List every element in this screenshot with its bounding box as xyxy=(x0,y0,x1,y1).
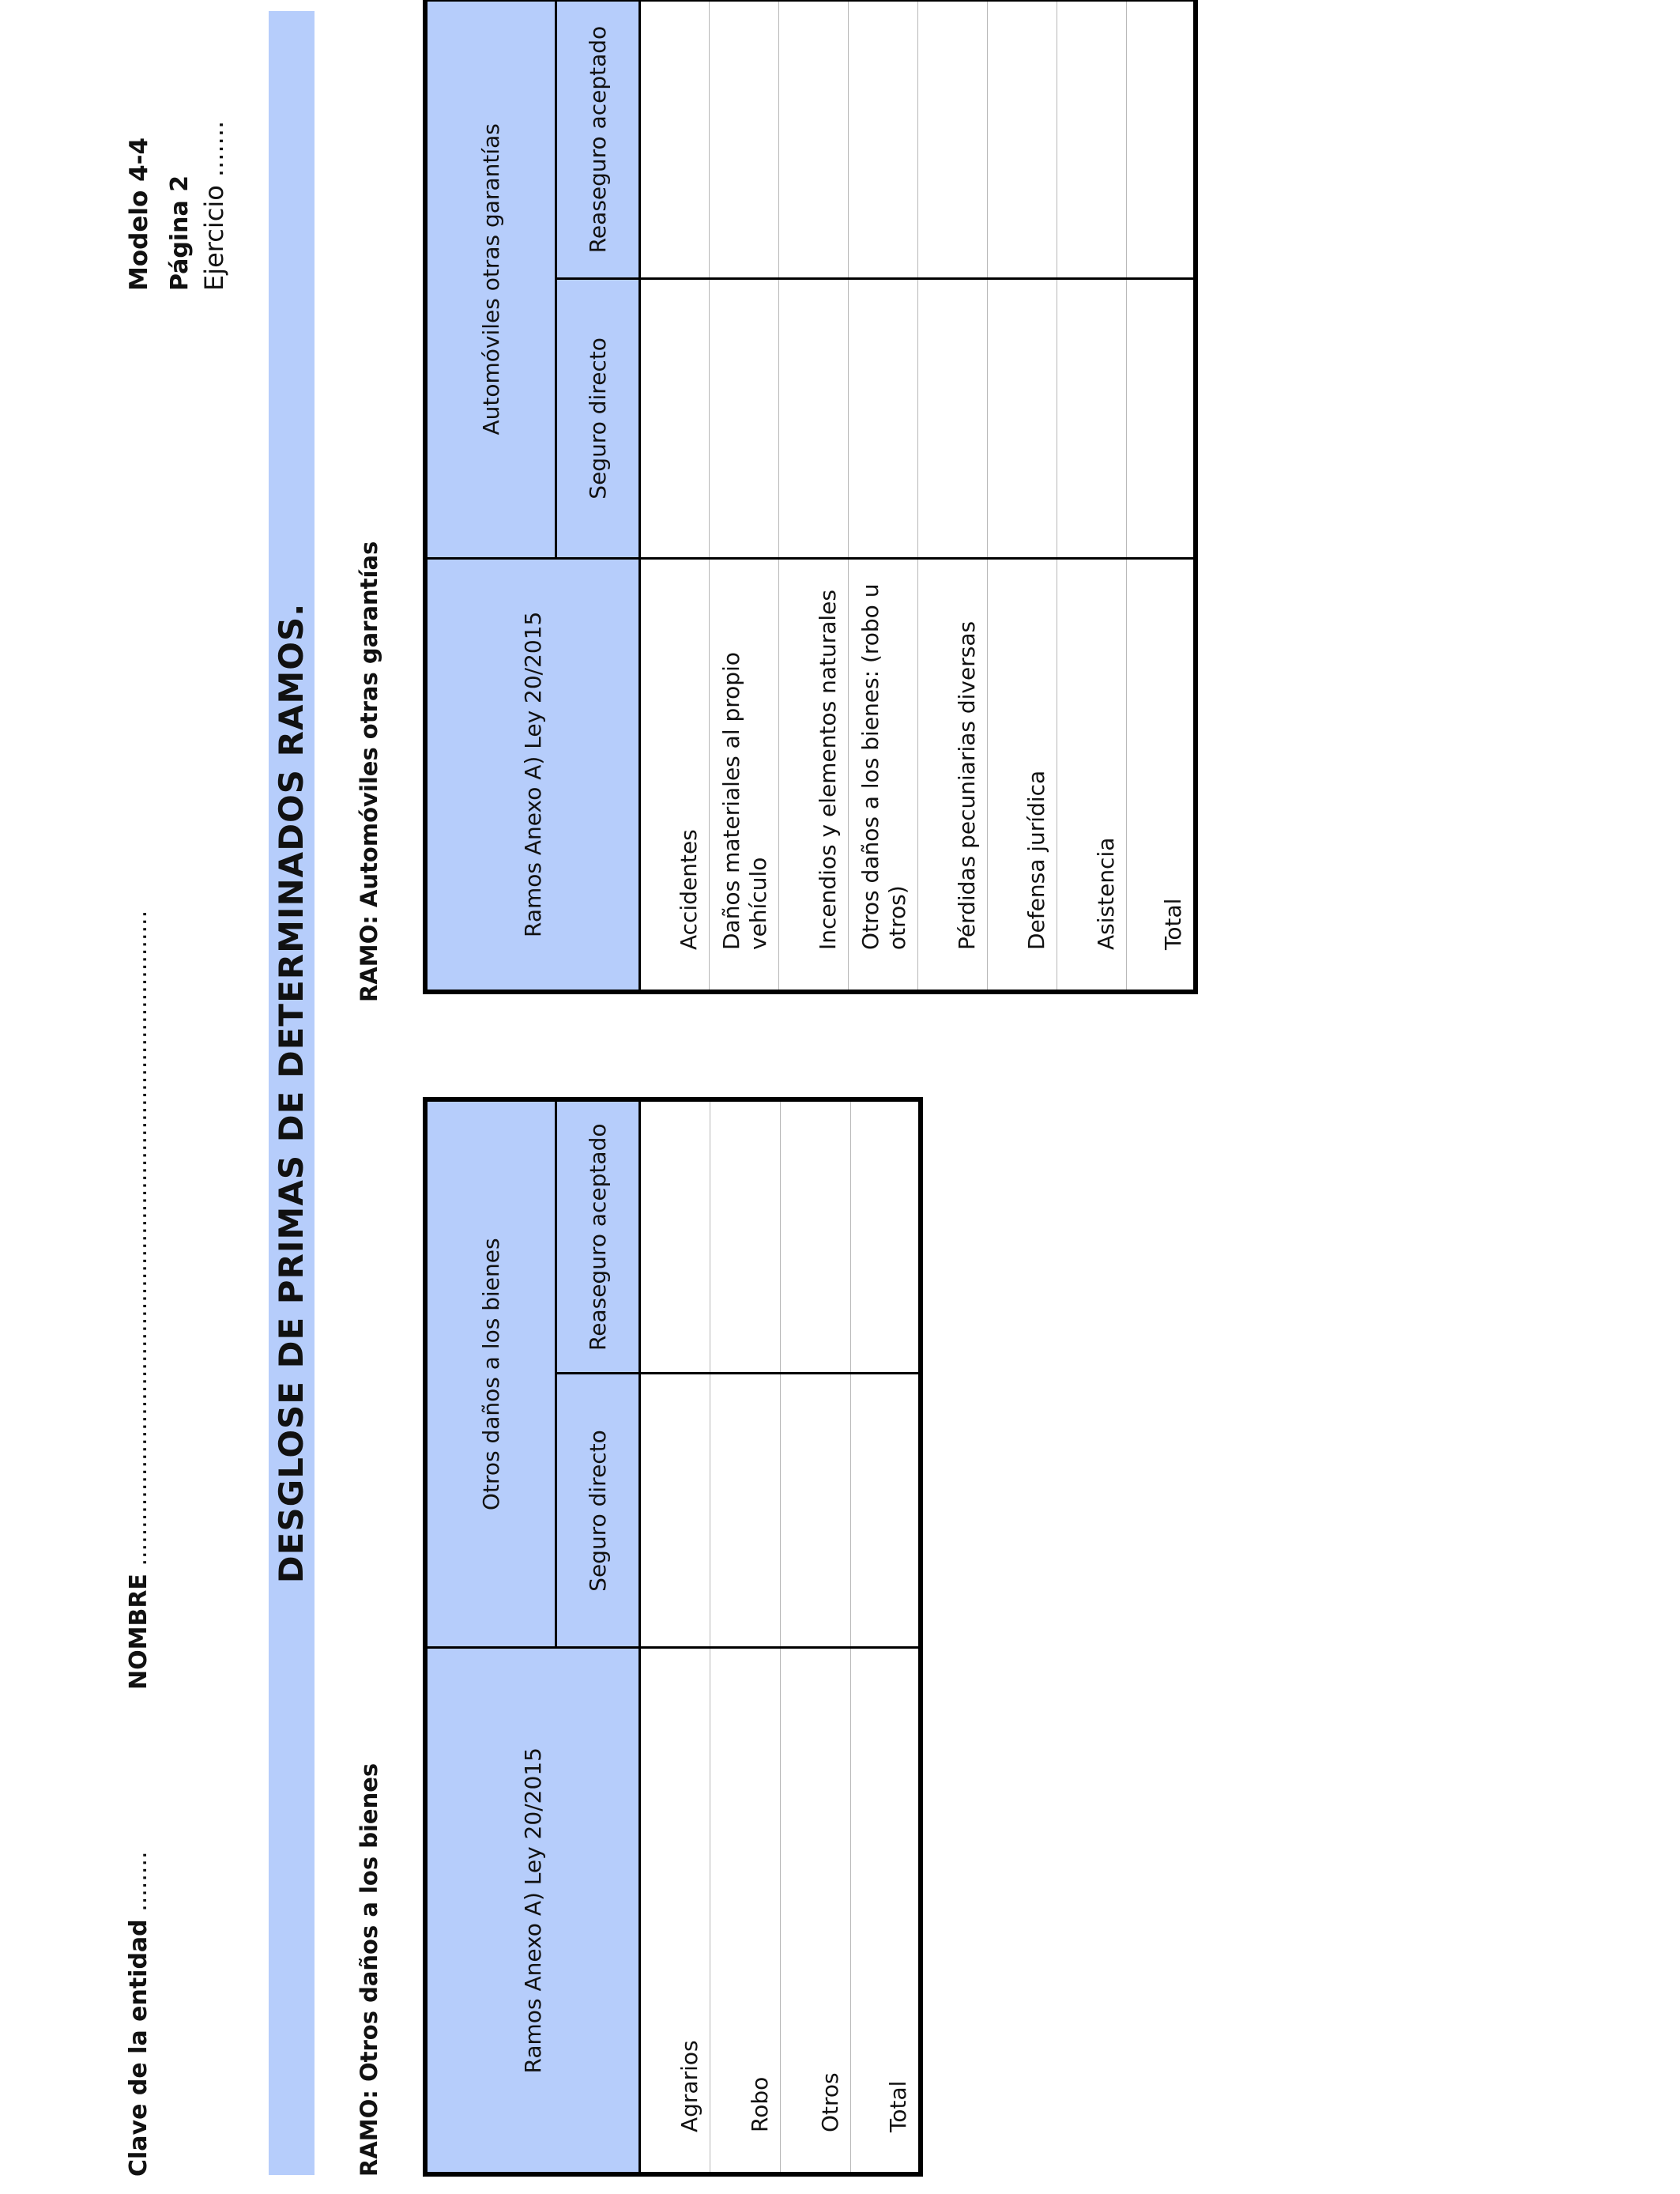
t1-cell-seguro-directo[interactable] xyxy=(710,1374,780,1648)
t2-row-label: Asistencia xyxy=(1057,558,1126,992)
t1-cell-reaseguro-aceptado[interactable] xyxy=(710,1099,780,1374)
t2-row-label: Accidentes xyxy=(639,558,709,992)
t2-cell-seguro-directo[interactable] xyxy=(778,279,848,559)
t2-group-header: Automóviles otras garantías xyxy=(425,0,556,558)
t1-row-label: Total xyxy=(850,1648,921,2174)
t2-cell-reaseguro-aceptado[interactable] xyxy=(917,0,987,279)
table-automoviles xyxy=(423,0,1198,994)
t1-row-label: Robo xyxy=(710,1648,780,2174)
t2-cell-reaseguro-aceptado[interactable] xyxy=(778,0,848,279)
modelo-label: Modelo 4-4 xyxy=(125,137,153,291)
page-title: DESGLOSE DE PRIMAS DE DETERMINADOS RAMOS. xyxy=(272,602,311,1584)
ramo-automoviles-label: RAMO: Automóviles otras garantías xyxy=(356,541,382,1002)
t2-row-label: Total xyxy=(1126,558,1196,992)
t1-cell-reaseguro-aceptado[interactable] xyxy=(780,1099,850,1374)
clave-label: Clave de la entidad xyxy=(125,1919,153,2177)
t1-row-label: Agrarios xyxy=(639,1648,710,2174)
clave-dots: ........ xyxy=(125,1851,153,1920)
t2-cell-seguro-directo[interactable] xyxy=(917,279,987,559)
t1-subheader-seguro-directo: Seguro directo xyxy=(556,1374,639,1648)
table-otros-danos-body xyxy=(423,1097,923,2177)
nombre-field xyxy=(125,910,153,1690)
t2-cell-seguro-directo[interactable] xyxy=(1126,279,1196,559)
t1-group-header: Otros daños a los bienes xyxy=(425,1099,556,1648)
t2-cell-seguro-directo[interactable] xyxy=(709,279,778,559)
t2-cell-reaseguro-aceptado[interactable] xyxy=(639,0,709,279)
t1-cell-reaseguro-aceptado[interactable] xyxy=(639,1099,710,1374)
t2-subheader-reaseguro-aceptado: Reaseguro aceptado xyxy=(556,0,639,279)
pagina-label: Página 2 xyxy=(166,175,194,291)
t1-cell-seguro-directo[interactable] xyxy=(639,1374,710,1648)
nombre-dots: ....................................................................................... xyxy=(125,910,153,1574)
t2-col-label-header: Ramos Anexo A) Ley 20/2015 xyxy=(425,558,639,992)
t1-cell-reaseguro-aceptado[interactable] xyxy=(850,1099,921,1374)
ramo-otros-danos-label: RAMO: Otros daños a los bienes xyxy=(356,1762,382,2177)
t2-row-label: Pérdidas pecuniarias diversas xyxy=(917,558,987,992)
nombre-label: NOMBRE xyxy=(125,1574,153,1690)
t1-row-label: Otros xyxy=(780,1648,850,2174)
t1-cell-seguro-directo[interactable] xyxy=(850,1374,921,1648)
ejercicio-label: Ejercicio ....... xyxy=(199,120,229,291)
t2-cell-reaseguro-aceptado[interactable] xyxy=(848,0,917,279)
t2-cell-seguro-directo[interactable] xyxy=(987,279,1057,559)
t2-cell-reaseguro-aceptado[interactable] xyxy=(709,0,778,279)
t1-cell-seguro-directo[interactable] xyxy=(780,1374,850,1648)
t2-row-label: Defensa jurídica xyxy=(987,558,1057,992)
t2-row-label: Otros daños a los bienes: (robo u otros) xyxy=(848,558,917,992)
t2-cell-reaseguro-aceptado[interactable] xyxy=(1057,0,1126,279)
t1-col-label-header: Ramos Anexo A) Ley 20/2015 xyxy=(425,1648,639,2174)
t2-cell-reaseguro-aceptado[interactable] xyxy=(1126,0,1196,279)
t2-cell-seguro-directo[interactable] xyxy=(1057,279,1126,559)
t1-subheader-reaseguro-aceptado: Reaseguro aceptado xyxy=(556,1099,639,1374)
t2-cell-seguro-directo[interactable] xyxy=(848,279,917,559)
t2-subheader-seguro-directo: Seguro directo xyxy=(556,279,639,559)
t2-row-label: Daños materiales al propio vehículo xyxy=(709,558,778,992)
t2-cell-reaseguro-aceptado[interactable] xyxy=(987,0,1057,279)
clave-entidad xyxy=(125,1852,153,2177)
t2-row-label: Incendios y elementos naturales xyxy=(778,558,848,992)
t2-cell-seguro-directo[interactable] xyxy=(639,279,709,559)
